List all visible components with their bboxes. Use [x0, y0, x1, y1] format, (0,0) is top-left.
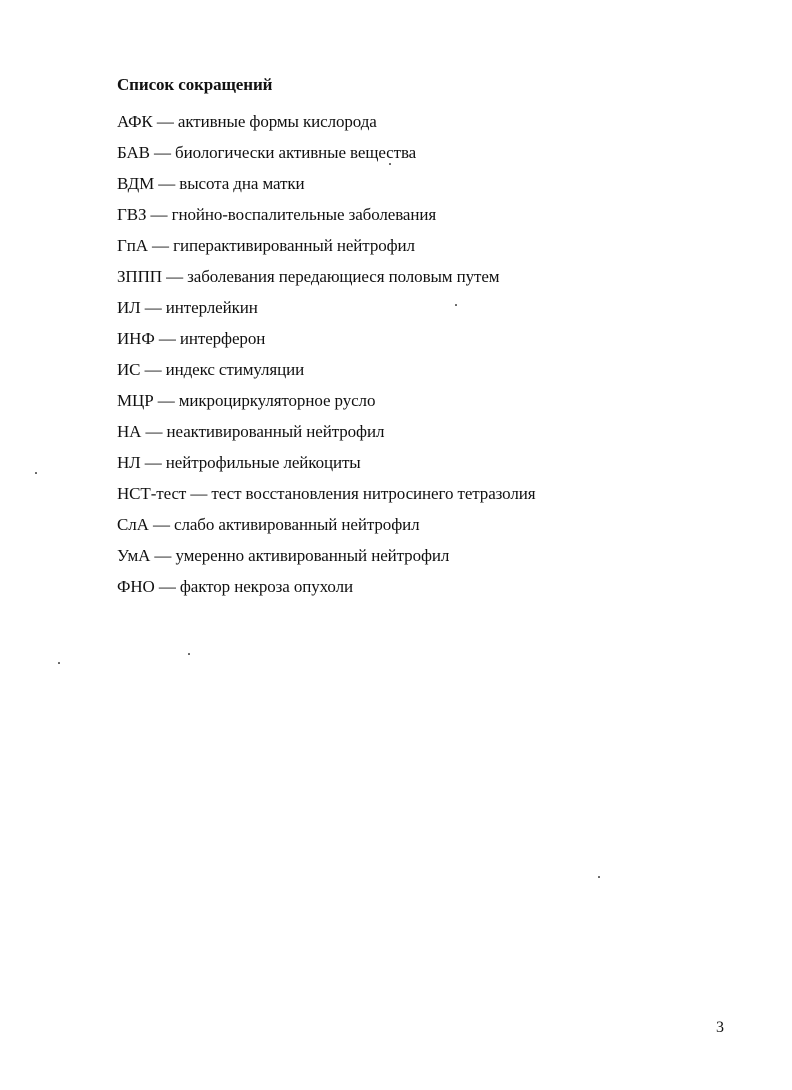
abbreviation-item: ИС — индекс стимуляции — [117, 360, 305, 379]
abbreviation-item: АФК — активные формы кислорода — [117, 112, 377, 131]
abbreviation-item: ИЛ — интерлейкин — [117, 298, 258, 317]
abbreviation-list — [117, 106, 535, 602]
abbreviation-item: МЦР — микроциркуляторное русло — [117, 391, 376, 410]
scan-speck — [598, 876, 600, 878]
abbreviation-item: ФНО — фактор некроза опухоли — [117, 577, 353, 596]
section-title: Список сокращений — [117, 75, 273, 94]
scan-speck — [58, 662, 60, 664]
scan-speck — [35, 472, 37, 474]
abbreviation-item: ЗППП — заболевания передающиеся половым путем — [117, 267, 500, 286]
abbreviation-item: ГВЗ — гнойно-воспалительные заболевания — [117, 205, 437, 224]
scan-speck — [455, 304, 457, 306]
abbreviation-item: ИНФ — интерферон — [117, 329, 266, 348]
abbreviation-item: ВДМ — высота дна матки — [117, 174, 305, 193]
scan-speck — [188, 653, 190, 655]
abbreviation-item: ГпА — гиперактивированный нейтрофил — [117, 236, 415, 255]
abbreviation-item: БАВ — биологически активные вещества — [117, 143, 417, 162]
abbreviation-item: НЛ — нейтрофильные лейкоциты — [117, 453, 361, 472]
abbreviation-item: НА — неактивированный нейтрофил — [117, 422, 385, 441]
abbreviation-item: УмА — умеренно активированный нейтрофил — [117, 546, 450, 565]
page-number: 3 — [716, 1019, 724, 1036]
abbreviation-item: СлА — слабо активированный нейтрофил — [117, 515, 420, 534]
abbreviation-item: НСТ-тест — тест восстановления нитросинего тетразолия — [117, 484, 536, 503]
scan-speck — [389, 163, 391, 165]
